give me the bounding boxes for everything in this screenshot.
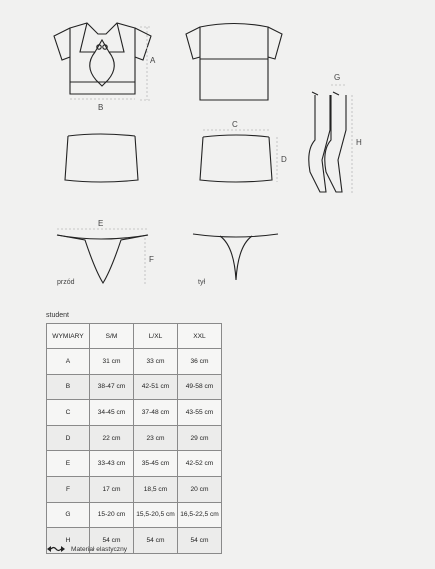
dimension-label-c: C	[232, 120, 238, 129]
row-dimension: B	[47, 374, 90, 400]
table-row	[47, 476, 222, 502]
cell-value: 42-52 cm	[178, 451, 222, 477]
cell-value: 54 cm	[134, 528, 178, 554]
cell-value: 33 cm	[134, 349, 178, 375]
cell-value: 33-43 cm	[90, 451, 134, 477]
header-cell-sm: S/M	[90, 324, 134, 349]
cell-value: 16,5-22,5 cm	[178, 502, 222, 528]
cell-value: 20 cm	[178, 476, 222, 502]
cell-value: 38-47 cm	[90, 374, 134, 400]
cell-value: 22 cm	[90, 425, 134, 451]
row-dimension: A	[47, 349, 90, 375]
cell-value: 54 cm	[178, 528, 222, 554]
elastic-arrows-icon	[46, 545, 66, 553]
row-dimension: C	[47, 400, 90, 426]
table-row	[47, 502, 222, 528]
cell-value: 49-58 cm	[178, 374, 222, 400]
back-thong-drawing	[193, 234, 278, 280]
back-skirt-drawing	[200, 135, 272, 182]
dimension-label-d: D	[281, 155, 287, 164]
row-dimension: E	[47, 451, 90, 477]
front-skirt-drawing	[65, 134, 138, 182]
dimension-label-f: F	[149, 255, 154, 264]
dimension-label-g: G	[334, 73, 341, 82]
cell-value: 23 cm	[134, 425, 178, 451]
legend	[46, 545, 127, 553]
row-dimension: G	[47, 502, 90, 528]
cell-value: 35-45 cm	[134, 451, 178, 477]
cell-value: 42-51 cm	[134, 374, 178, 400]
cell-value: 36 cm	[178, 349, 222, 375]
cell-value: 31 cm	[90, 349, 134, 375]
stockings-drawing	[309, 92, 346, 192]
size-table	[46, 323, 222, 554]
table-row	[47, 425, 222, 451]
front-view-caption: przód	[57, 279, 75, 286]
front-thong-drawing	[57, 235, 148, 283]
header-cell-lxl: L/XL	[134, 324, 178, 349]
cell-value: 43-55 cm	[178, 400, 222, 426]
row-dimension: F	[47, 476, 90, 502]
back-view-caption: tył	[198, 279, 205, 286]
dimension-label-b: B	[98, 103, 104, 112]
header-cell-dimensions: WYMIARY	[47, 324, 90, 349]
header-cell-xxl: XXL	[178, 324, 222, 349]
cell-value: 17 cm	[90, 476, 134, 502]
table-row	[47, 451, 222, 477]
cell-value: 29 cm	[178, 425, 222, 451]
dimension-label-a: A	[150, 56, 156, 65]
table-row	[47, 374, 222, 400]
front-top-drawing	[54, 23, 151, 94]
dimension-label-h: H	[356, 138, 362, 147]
row-dimension: H	[47, 528, 90, 554]
row-dimension: D	[47, 425, 90, 451]
legend-text: Materiał elastyczny	[71, 545, 128, 553]
dimension-label-e: E	[98, 219, 104, 228]
cell-value: 37-48 cm	[134, 400, 178, 426]
cell-value: 15-20 cm	[90, 502, 134, 528]
size-table-header-row	[47, 324, 222, 349]
table-row	[47, 349, 222, 375]
cell-value: 54 cm	[90, 528, 134, 554]
cell-value: 18,5 cm	[134, 476, 178, 502]
cell-value: 34-45 cm	[90, 400, 134, 426]
cell-value: 15,5-20,5 cm	[134, 502, 178, 528]
table-row	[47, 400, 222, 426]
set-name: student	[46, 312, 69, 319]
back-top-drawing	[186, 24, 282, 101]
